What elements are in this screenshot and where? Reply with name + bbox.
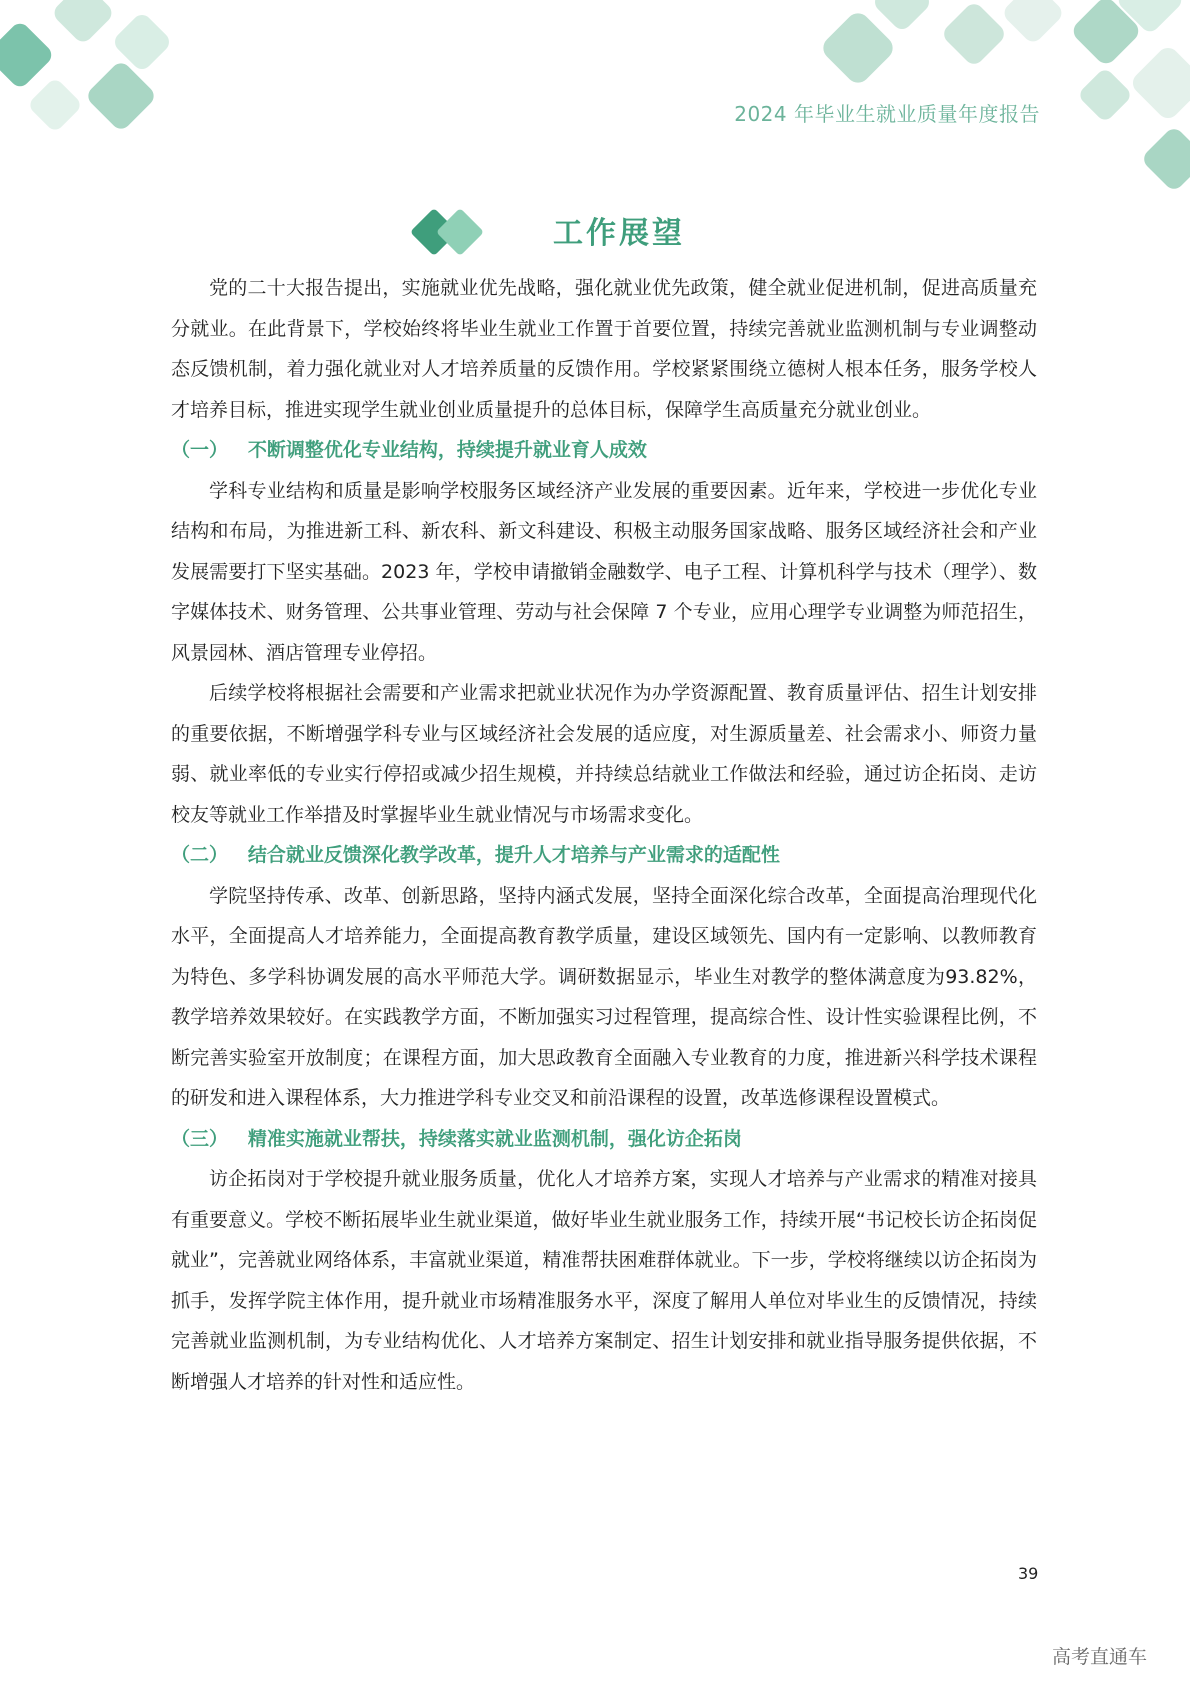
intro-paragraph: 党的二十大报告提出，实施就业优先战略，强化就业优先政策，健全就业促进机制，促进高质量充分就业。在此背景下，学校始终将毕业生就业工作置于首要位置，持续完善就业监测机制与专业调整动态反馈机制，着力强化就业对人才培养质量的反馈作用。学校紧紧围绕立德树人根本任务，服务学校人才培养目标，推进实现学生就业创业质量提升的总体目标，保障学生高质量充分就业创业。 bbox=[171, 277, 1037, 421]
document-body bbox=[171, 268, 1037, 1402]
paragraph: 学院坚持传承、改革、创新思路，坚持内涵式发展，坚持全面深化综合改革，全面提高治理现代化水平，全面提高人才培养能力，全面提高教育教学质量，建设区域领先、国内有一定影响、以教师教育为特色、多学科协调发展的高水平师范大学。调研数据显示，毕业生对教学的整体满意度为93.82%，教学培养效果较好。在实践教学方面，不断加强实习过程管理，提高综合性、设计性实验课程比例，不断完善实验室开放制度；在课程方面，加大思政教育全面融入专业教育的力度，推进新兴科学技术课程的研发和进入课程体系，大力推进学科专业交叉和前沿课程的设置，改革选修课程设置模式。 bbox=[171, 884, 1037, 1109]
watermark-text: 高考直通车 bbox=[1052, 1646, 1148, 1668]
paragraph: 学科专业结构和质量是影响学校服务区域经济产业发展的重要因素。近年来，学校进一步优化专业结构和布局，为推进新工科、新农科、新文科建设、积极主动服务国家战略、服务区域经济社会和产业发展需要打下坚实基础。2023 年，学校申请撤销金融数学、电子工程、计算机科学与技术（理学）、数字媒体技术、财务管理、公共事业管理、劳动与社会保障 7 个专业，应用心理学专业调整为师范招生，风景园林、酒店管理专业停招。 bbox=[171, 479, 1037, 664]
page-number: 39 bbox=[1018, 1564, 1039, 1583]
paragraph: 访企拓岗对于学校提升就业服务质量，优化人才培养方案，实现人才培养与产业需求的精准对接具有重要意义。学校不断拓展毕业生就业渠道，做好毕业生就业服务工作，持续开展“书记校长访企拓岗促就业”，完善就业网络体系，丰富就业渠道，精准帮扶困难群体就业。下一步，学校将继续以访企拓岗为抓手，发挥学院主体作用，提升就业市场精准服务水平，深度了解用人单位对毕业生的反馈情况，持续完善就业监测机制，为专业结构优化、人才培养方案制定、招生计划安排和就业指导服务提供依据，不断增强人才培养的针对性和适应性。 bbox=[171, 1168, 1037, 1393]
paragraph: 后续学校将根据社会需要和产业需求把就业状况作为办学资源配置、教育质量评估、招生计划安排的重要依据，不断增强学科专业与区域经济社会发展的适应度，对生源质量差、社会需求小、师资力量弱、就业率低的专业实行停招或减少招生规模，并持续总结就业工作做法和经验，通过访企拓岗、走访校友等就业工作举措及时掌握毕业生就业情况与市场需求变化。 bbox=[171, 682, 1037, 826]
subsection-heading-1: （一） 不断调整优化专业结构，持续提升就业育人成效 bbox=[171, 439, 647, 461]
subsection-heading-3: （三） 精准实施就业帮扶，持续落实就业监测机制，强化访企拓岗 bbox=[171, 1127, 742, 1150]
subsection-heading-2: （二） 结合就业反馈深化教学改革，提升人才培养与产业需求的适配性 bbox=[171, 844, 780, 866]
heading-diamond-icon bbox=[405, 206, 495, 260]
report-header-title: 2024 年毕业生就业质量年度报告 bbox=[734, 102, 1040, 126]
section-heading bbox=[0, 208, 1190, 258]
section-title: 工作展望 bbox=[553, 216, 685, 251]
